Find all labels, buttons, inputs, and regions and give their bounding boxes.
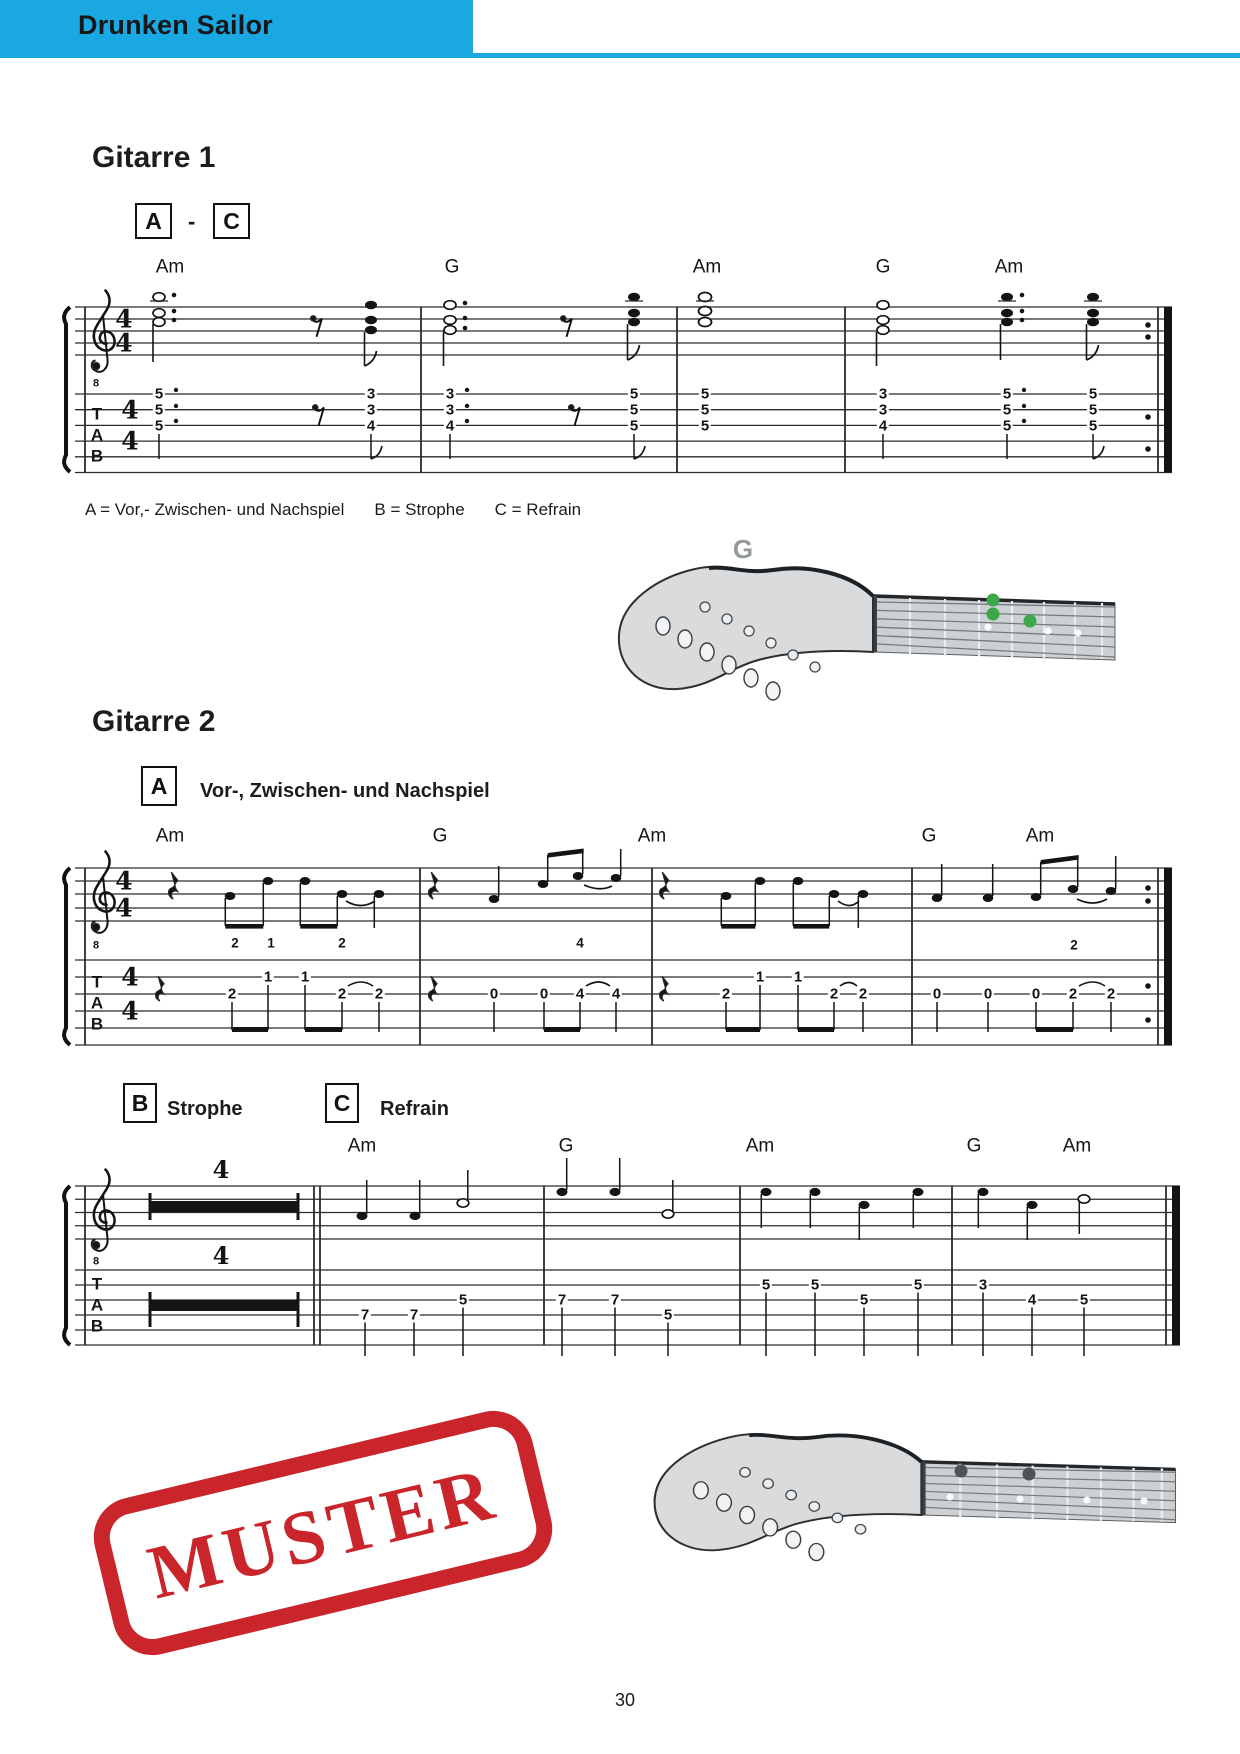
- overlay-tabn: 5: [154, 385, 164, 403]
- overlay-glabel: G: [732, 534, 754, 564]
- overlay-tsig: 4: [121, 395, 139, 425]
- overlay-tabn: 2: [374, 985, 384, 1003]
- overlay-tabn: 5: [859, 1291, 869, 1309]
- overlay-tabn: 2: [227, 985, 237, 1003]
- legend-part-c: C = Refrain: [494, 500, 582, 519]
- overlay-chord: G: [875, 256, 891, 278]
- guitar-diagram-1: [619, 567, 1115, 700]
- overlay-tabn: 1: [263, 968, 273, 986]
- overlay-tabn: 5: [1002, 401, 1012, 419]
- overlay-chord: G: [444, 256, 460, 278]
- overlay-tabn: 7: [360, 1306, 370, 1324]
- overlay-chord: Am: [155, 256, 185, 278]
- guitar-diagram-2: [655, 1434, 1176, 1560]
- overlay-chord: G: [558, 1135, 574, 1157]
- overlay-tsig: 4: [121, 996, 139, 1026]
- overlay-tabn: 5: [1088, 401, 1098, 419]
- overlay-fing: 1: [267, 935, 275, 951]
- overlay-tsig: 4: [115, 866, 133, 896]
- form-box-a: A: [135, 203, 172, 239]
- overlay-tabclef: T: [91, 972, 103, 992]
- heading-gitarre-2: Gitarre 2: [92, 705, 216, 738]
- overlay-tabn: 5: [913, 1276, 923, 1294]
- overlay-fing: 2: [231, 935, 239, 951]
- overlay-tabclef: A: [90, 425, 104, 445]
- overlay-tabn: 3: [978, 1276, 988, 1294]
- overlay-tabn: 2: [829, 985, 839, 1003]
- overlay-tabclef: B: [90, 1014, 104, 1034]
- overlay-fing: 4: [576, 935, 584, 951]
- heading-gitarre-1: Gitarre 1: [92, 141, 216, 174]
- section-b-title: Strophe: [167, 1098, 243, 1120]
- system-3-graphics: [64, 1155, 1180, 1356]
- overlay-fing: 2: [338, 935, 346, 951]
- overlay-tabclef: T: [91, 1274, 103, 1294]
- legend-part-a: A = Vor,- Zwischen- und Nachspiel: [85, 500, 345, 519]
- overlay-chord: Am: [994, 256, 1024, 278]
- overlay-tabn: 5: [663, 1306, 673, 1324]
- overlay-mnum: 4: [212, 1241, 230, 1270]
- overlay-chord: Am: [745, 1135, 775, 1157]
- overlay-tabn: 5: [1002, 385, 1012, 403]
- overlay-tabn: 5: [154, 417, 164, 435]
- section-a-title: Vor-, Zwischen- und Nachspiel: [200, 780, 490, 802]
- overlay-oct: 8: [92, 939, 100, 952]
- overlay-tabn: 4: [445, 417, 455, 435]
- overlay-tabn: 3: [878, 401, 888, 419]
- overlay-tabn: 5: [761, 1276, 771, 1294]
- section-a-box: A: [141, 766, 177, 806]
- overlay-chord: Am: [155, 825, 185, 847]
- overlay-tabn: 0: [983, 985, 993, 1003]
- overlay-tabn: 5: [1079, 1291, 1089, 1309]
- overlay-tsig: 4: [115, 328, 133, 358]
- overlay-tabn: 4: [366, 417, 376, 435]
- overlay-tabn: 5: [700, 401, 710, 419]
- overlay-tabn: 5: [700, 385, 710, 403]
- overlay-tabn: 1: [793, 968, 803, 986]
- section-c-box: C: [325, 1083, 359, 1123]
- overlay-tabn: 3: [366, 385, 376, 403]
- overlay-oct: 8: [92, 377, 100, 390]
- overlay-tabn: 2: [337, 985, 347, 1003]
- overlay-tabn: 7: [610, 1291, 620, 1309]
- form-box-c: C: [213, 203, 250, 239]
- overlay-tabn: 5: [629, 385, 639, 403]
- overlay-chord: G: [432, 825, 448, 847]
- overlay-tabn: 3: [445, 385, 455, 403]
- overlay-tabn: 1: [300, 968, 310, 986]
- section-b-box: B: [123, 1083, 157, 1123]
- muster-stamp-text: MUSTER: [140, 1450, 506, 1615]
- overlay-fing: 2: [1070, 937, 1078, 953]
- overlay-tabn: 2: [721, 985, 731, 1003]
- form-dash: -: [188, 209, 196, 234]
- overlay-chord: Am: [637, 825, 667, 847]
- overlay-tabn: 4: [1027, 1291, 1037, 1309]
- overlay-tabn: 5: [1088, 385, 1098, 403]
- overlay-tabn: 5: [1088, 417, 1098, 435]
- overlay-tabclef: T: [91, 404, 103, 424]
- overlay-chord: Am: [347, 1135, 377, 1157]
- overlay-tabn: 7: [557, 1291, 567, 1309]
- overlay-tabn: 0: [539, 985, 549, 1003]
- overlay-tabclef: A: [90, 1295, 104, 1315]
- system-2-graphics: [64, 849, 1172, 1046]
- overlay-tabclef: B: [90, 1316, 104, 1336]
- overlay-tabn: 3: [878, 385, 888, 403]
- overlay-tabn: 3: [366, 401, 376, 419]
- overlay-tabclef: B: [90, 446, 104, 466]
- overlay-tabn: 2: [1068, 985, 1078, 1003]
- overlay-tabn: 4: [878, 417, 888, 435]
- overlay-tabn: 0: [1031, 985, 1041, 1003]
- legend-part-b: B = Strophe: [374, 500, 465, 519]
- overlay-tsig: 4: [121, 426, 139, 456]
- overlay-tabn: 1: [755, 968, 765, 986]
- overlay-tabn: 5: [154, 401, 164, 419]
- overlay-chord: Am: [1062, 1135, 1092, 1157]
- page-title: Drunken Sailor: [78, 10, 273, 40]
- page-number: 30: [614, 1690, 636, 1710]
- system-1-graphics: [64, 290, 1172, 473]
- overlay-tabn: 4: [575, 985, 585, 1003]
- overlay-tabn: 5: [629, 417, 639, 435]
- overlay-tsig: 4: [115, 304, 133, 334]
- overlay-mnum: 4: [212, 1155, 230, 1184]
- overlay-oct: 8: [92, 1255, 100, 1268]
- overlay-tabn: 3: [445, 401, 455, 419]
- overlay-chord: Am: [1025, 825, 1055, 847]
- overlay-tabn: 5: [1002, 417, 1012, 435]
- overlay-chord: G: [921, 825, 937, 847]
- overlay-tabn: 5: [458, 1291, 468, 1309]
- overlay-tabn: 0: [932, 985, 942, 1003]
- overlay-tsig: 4: [115, 893, 133, 923]
- overlay-tabclef: A: [90, 993, 104, 1013]
- overlay-tsig: 4: [121, 962, 139, 992]
- section-c-title: Refrain: [380, 1098, 449, 1120]
- overlay-tabn: 5: [629, 401, 639, 419]
- overlay-tabn: 5: [700, 417, 710, 435]
- overlay-tabn: 0: [489, 985, 499, 1003]
- overlay-chord: G: [966, 1135, 982, 1157]
- overlay-tabn: 2: [858, 985, 868, 1003]
- overlay-tabn: 7: [409, 1306, 419, 1324]
- overlay-tabn: 2: [1106, 985, 1116, 1003]
- overlay-tabn: 4: [611, 985, 621, 1003]
- overlay-chord: Am: [692, 256, 722, 278]
- overlay-tabn: 5: [810, 1276, 820, 1294]
